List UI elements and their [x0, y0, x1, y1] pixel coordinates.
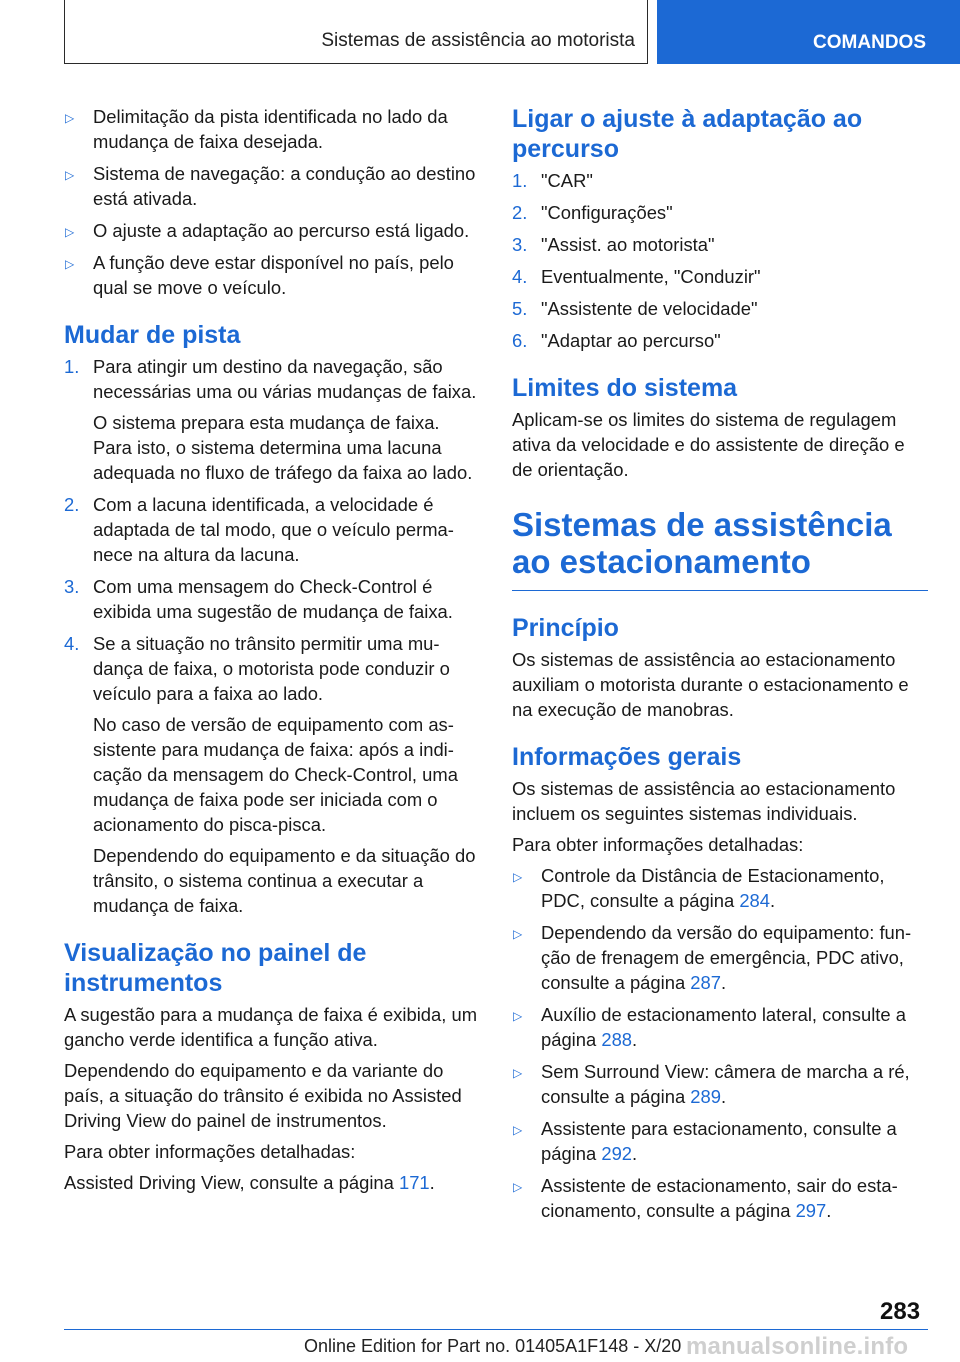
list-item: ▷ Dependendo da versão do equipamento: função de frenagem de emergência, PDC ativo, consulte a página 287.: [513, 922, 912, 993]
triangle-right-icon: ▷: [513, 927, 523, 941]
page-link-292[interactable]: 292: [601, 1143, 633, 1164]
page-link-171[interactable]: 171: [398, 1172, 430, 1193]
paragraph: Dependendo do equipamento e da variante do país, a situação do trânsito é exibida no Assisted Driving View do painel de instrumentos.: [64, 1060, 462, 1131]
right-column: [512, 104, 928, 1230]
step-number: 1.: [64, 356, 80, 377]
watermark-logo: manualsonline.info: [686, 1333, 909, 1360]
triangle-right-icon: ▷: [513, 1066, 523, 1080]
step-number: 1.: [512, 170, 528, 191]
step-number: 4.: [64, 633, 80, 654]
left-column: [64, 104, 479, 1201]
list-item: ▷ Assistente de estacionamento, sair do estacionamento, consulte a página 297.: [513, 1175, 898, 1221]
page-link-289[interactable]: 289: [690, 1086, 721, 1107]
step-number: 5.: [512, 298, 528, 319]
heading-limites-do-sistema: Limites do sistema: [512, 374, 738, 402]
list-item: ▷ Auxílio de estacionamento lateral, consulte a página 288.: [513, 1004, 906, 1050]
triangle-right-icon: ▷: [513, 1123, 523, 1137]
page-link-288[interactable]: 288: [601, 1029, 633, 1050]
triangle-right-icon: ▷: [513, 870, 523, 884]
list-item: ▷ Controle da Distância de Estacionamento, PDC, consulte a página 284.: [513, 865, 885, 911]
step-number: 6.: [512, 330, 528, 351]
requirements-list: [64, 104, 479, 300]
list-item: 5. "Assistente de velocidade": [512, 298, 758, 319]
list-item: ▷ Sem Surround View: câmera de marcha a ré, consulte a página 289.: [513, 1061, 910, 1107]
step-number: 2.: [512, 202, 528, 223]
triangle-right-icon: ▷: [513, 1180, 523, 1194]
heading-visualizacao: Visualização no painel de instrumentos: [64, 939, 367, 997]
menu-path-steps: [512, 168, 928, 353]
page-link-297[interactable]: 297: [795, 1200, 827, 1221]
paragraph: Para obter informações detalhadas:: [512, 834, 804, 855]
paragraph: Aplicam-se os limites do sistema de regulagem ativa da velocidade e do assistente de direção e de orientação.: [512, 409, 905, 480]
page-link-284[interactable]: 284: [739, 890, 771, 911]
heading-mudar-de-pista: Mudar de pista: [64, 321, 241, 349]
header-box: [64, 0, 648, 64]
heading-sistemas-estacionamento: Sistemas de assistência ao estacionamento: [512, 506, 928, 591]
list-item: ▷ Assistente para estacionamento, consulte a página 292.: [513, 1118, 897, 1164]
parking-systems-list: [512, 863, 928, 1223]
heading-informacoes-gerais: Informações gerais: [512, 743, 742, 771]
step-number: 2.: [64, 494, 80, 515]
list-item: ▷ Sistema de navegação: a condução ao destino está ativada.: [65, 163, 476, 209]
lane-change-steps: [64, 354, 479, 918]
triangle-right-icon: ▷: [65, 168, 75, 182]
list-item: 3. Com uma mensagem do Check-Control é exibida uma sugestão de mudança de faixa.: [64, 576, 453, 622]
paragraph: Para obter informações detalhadas:: [64, 1141, 356, 1162]
list-item: 4. Se a situação no trânsito permitir uma mudança de faixa, o motorista pode conduzir o veículo para a faixa ao lado. No caso de versão de equipamento com assistente para mudança de faixa: após a indicação da mensagem do Check-Control, uma mudança de faixa pode ser iniciada com o acionamento do pisca-pisca. Dependendo do equipamento e da situação do trânsito, o sistema continua a executar a mudança de faixa.: [64, 633, 476, 916]
list-item: ▷ Delimitação da pista identificada no lado da mudança de faixa desejada.: [65, 106, 448, 152]
list-item: 6. "Adaptar ao percurso": [512, 330, 721, 351]
triangle-right-icon: ▷: [513, 1009, 523, 1023]
step-number: 3.: [512, 234, 528, 255]
paragraph: A sugestão para a mudança de faixa é exibida, um gancho verde identifica a função ativa.: [64, 1004, 478, 1050]
page-number: 283: [880, 1298, 921, 1325]
page-section-title: Sistemas de assistência ao motorista: [321, 30, 635, 51]
triangle-right-icon: ▷: [65, 111, 75, 125]
step-number: 4.: [512, 266, 528, 287]
list-item: 2. Com a lacuna identificada, a velocidade é adaptada de tal modo, que o veículo permanece na altura da lacuna.: [64, 494, 454, 565]
list-item: ▷ O ajuste a adaptação ao percurso está ligado.: [64, 218, 479, 243]
heading-ligar-ajuste: Ligar o ajuste à adaptação ao percurso: [512, 105, 863, 163]
list-item: 3. "Assist. ao motorista": [512, 234, 715, 255]
step-number: 3.: [64, 576, 80, 597]
list-item: 4. Eventualmente, "Conduzir": [512, 266, 761, 287]
list-item: 1. "CAR": [512, 170, 593, 191]
list-item: 2. "Configurações": [512, 202, 673, 223]
heading-principio: Princípio: [512, 614, 619, 642]
tab-comandos[interactable]: COMANDOS: [657, 0, 960, 64]
footer-edition: Online Edition for Part no. 01405A1F148 - X/20: [304, 1336, 682, 1356]
list-item: ▷ A função deve estar disponível no país, pelo qual se move o veículo.: [65, 252, 454, 298]
paragraph: Os sistemas de assistência ao estacionamento auxiliam o motorista durante o estacionamento e na execução de manobras.: [512, 649, 909, 720]
triangle-right-icon: ▷: [65, 225, 75, 239]
page-link-287[interactable]: 287: [690, 972, 721, 993]
triangle-right-icon: ▷: [65, 257, 75, 271]
footer-divider: [64, 1329, 928, 1330]
paragraph: Os sistemas de assistência ao estacionamento incluem os seguintes sistemas individuais.: [512, 778, 896, 824]
list-item: 1. Para atingir um destino da navegação, são necessárias uma ou várias mudanças de faixa. O sistema prepara esta mudança de faixa. Para isto, o sistema determina uma lacuna adequada no fluxo de tráfego da faixa ao lado.: [64, 356, 477, 483]
paragraph: Assisted Driving View, consulte a página 171.: [64, 1172, 435, 1193]
